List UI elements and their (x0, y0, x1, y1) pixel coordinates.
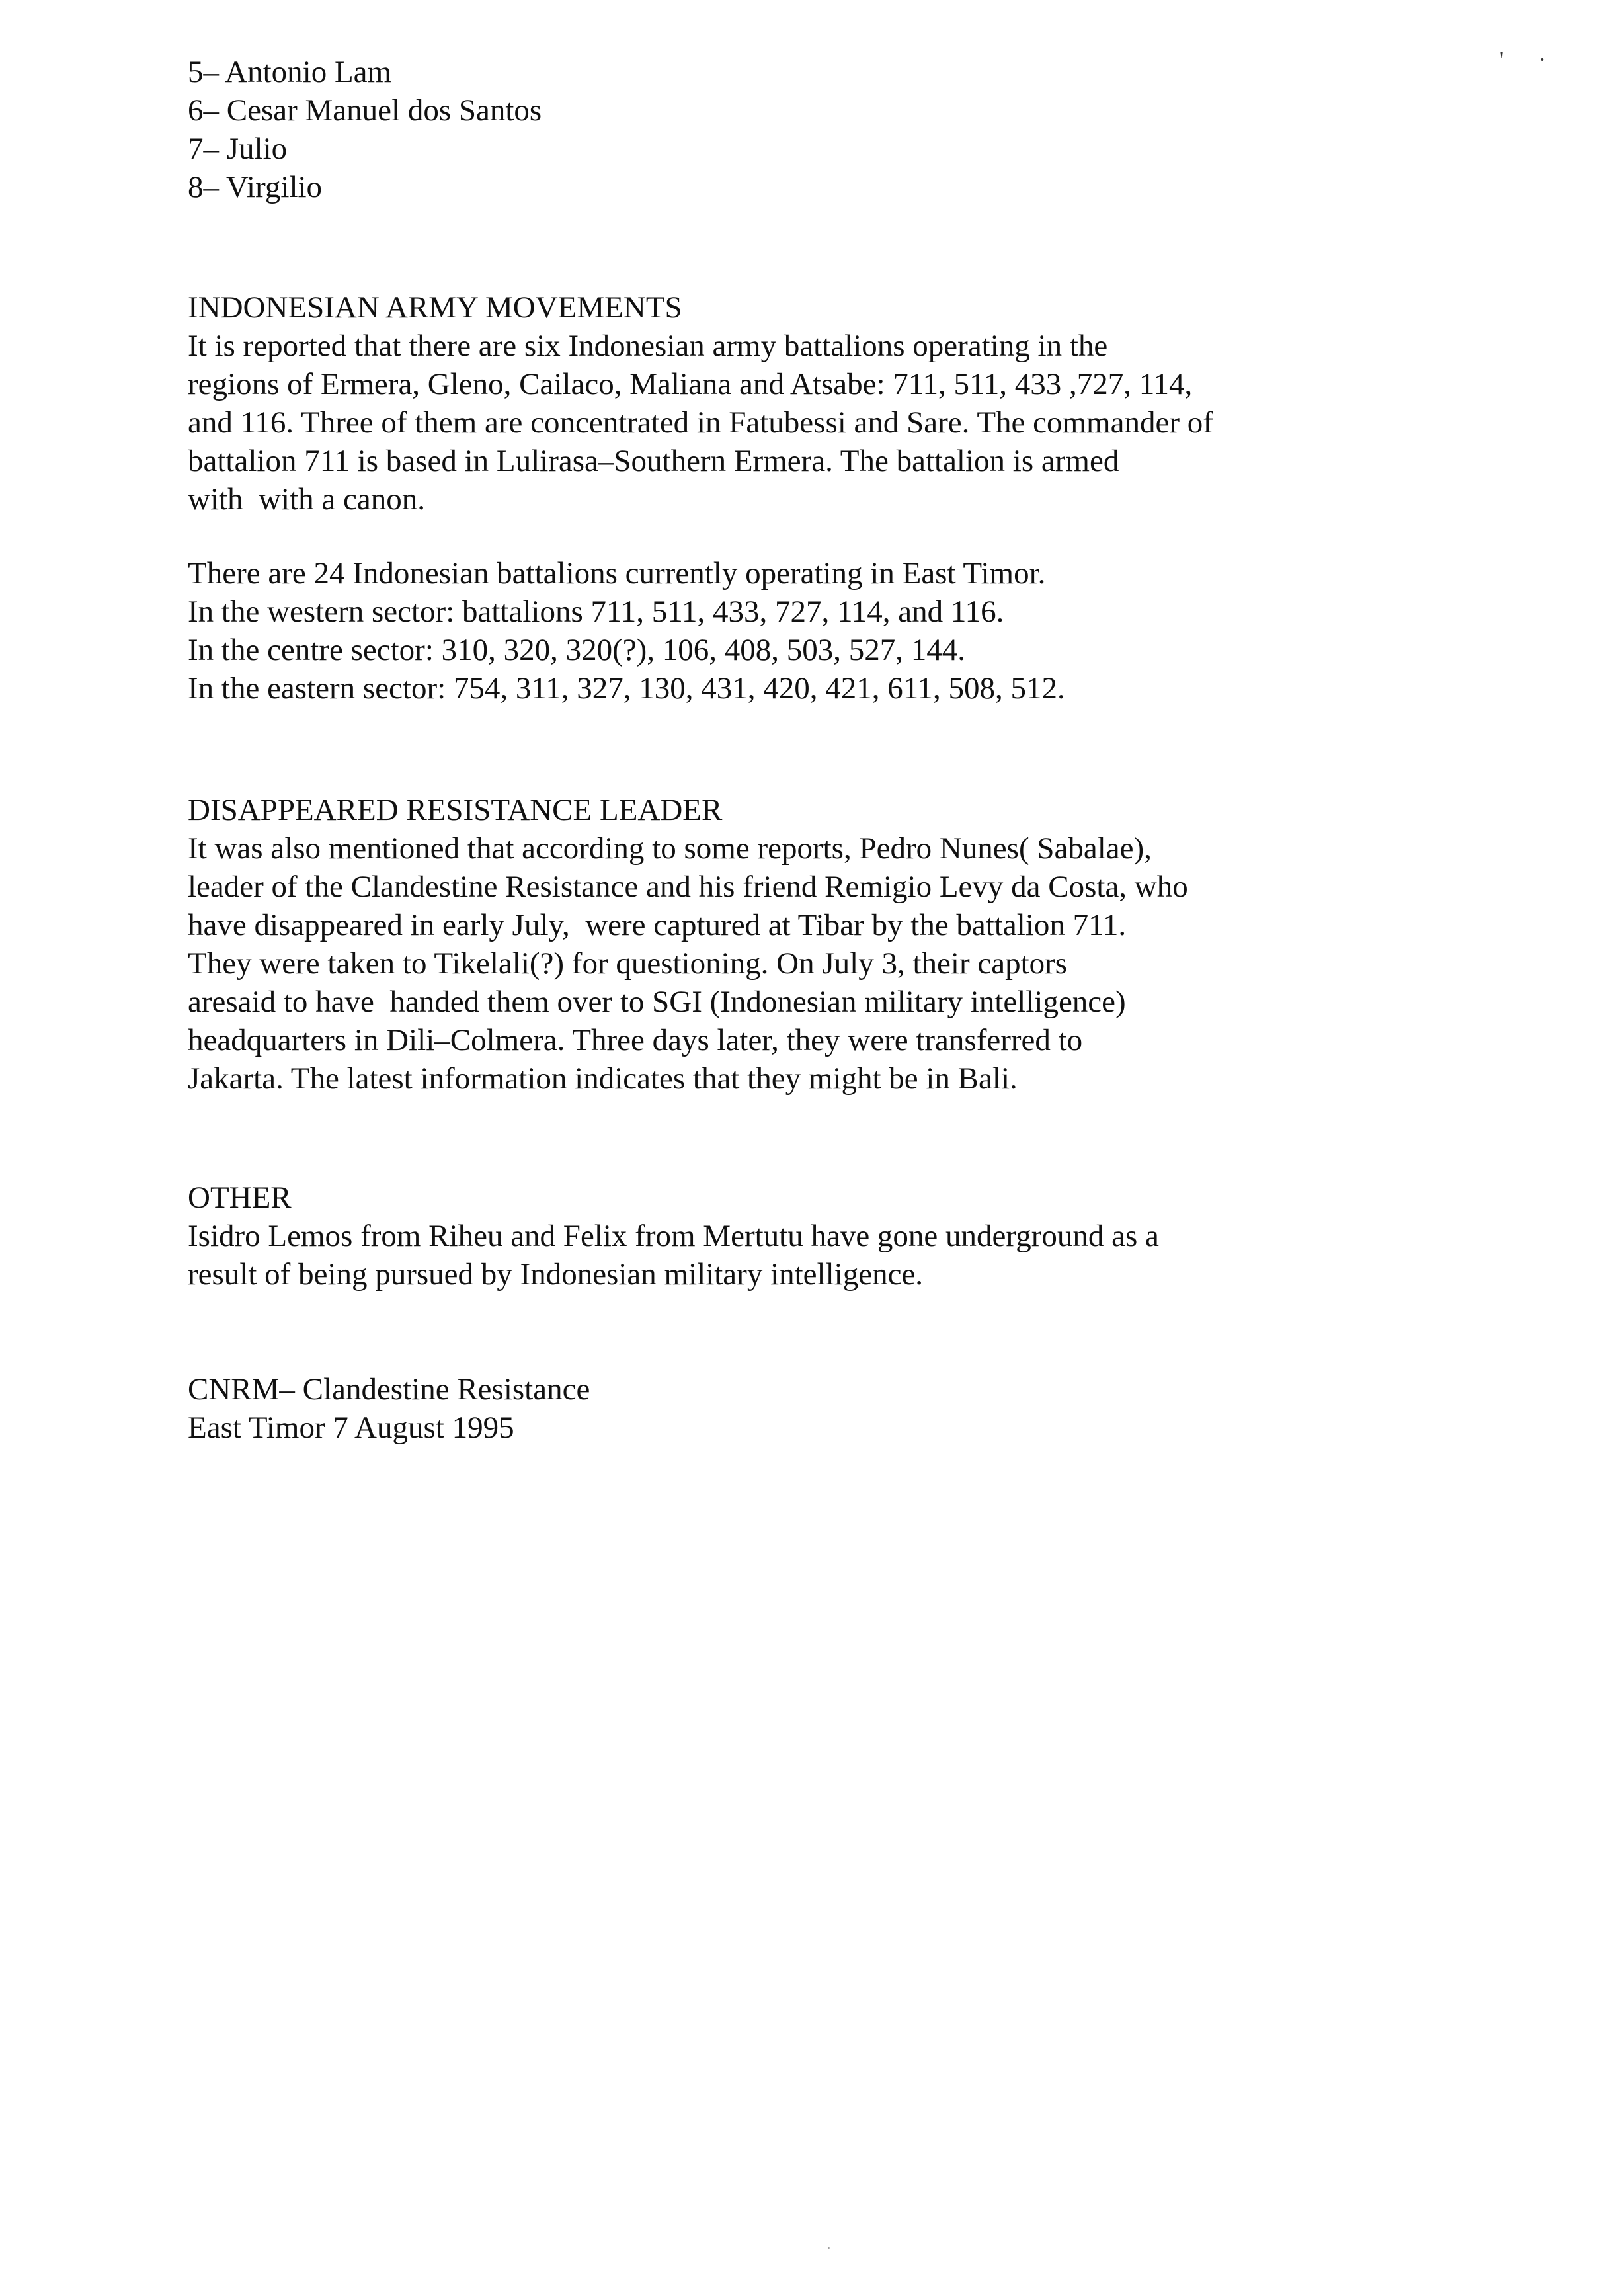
paragraph-line: headquarters in Dili–Colmera. Three days later, they were transferred to (188, 1023, 1083, 1057)
paragraph-line: There are 24 Indonesian battalions currently operating in East Timor. (188, 556, 1046, 591)
names-list (188, 53, 1444, 206)
paragraph-line: and 116. Three of them are concentrated in Fatubessi and Sare. The commander of (188, 405, 1213, 440)
section-heading: DISAPPEARED RESISTANCE LEADER (188, 793, 723, 827)
paragraph-line: regions of Ermera, Gleno, Cailaco, Maliana and Atsabe: 711, 511, 433 ,727, 114, (188, 367, 1193, 401)
paragraph-line: Isidro Lemos from Riheu and Felix from Mertutu have gone underground as a (188, 1219, 1159, 1253)
signature-block (188, 1370, 1444, 1447)
corner-mark: ' · (1500, 48, 1560, 72)
paragraph-line: have disappeared in early July, were captured at Tibar by the battalion 711. (188, 908, 1127, 942)
battalions-paragraph (188, 554, 1444, 708)
disappeared-leader-section (188, 791, 1444, 1098)
paragraph-line: In the centre sector: 310, 320, 320(?), 106, 408, 503, 527, 144. (188, 633, 966, 667)
paragraph-line: It was also mentioned that according to some reports, Pedro Nunes( Sabalae), (188, 831, 1152, 866)
paragraph-line: with with a canon. (188, 482, 425, 516)
signature-line: CNRM– Clandestine Resistance (188, 1372, 590, 1407)
list-item: 7– Julio (188, 132, 288, 166)
paragraph-line: battalion 711 is based in Lulirasa–Southern Ermera. The battalion is armed (188, 444, 1119, 478)
paragraph-line: They were taken to Tikelali(?) for questioning. On July 3, their captors (188, 946, 1068, 981)
section-heading: INDONESIAN ARMY MOVEMENTS (188, 290, 682, 325)
other-section (188, 1178, 1444, 1293)
paragraph-line: Jakarta. The latest information indicates that they might be in Bali. (188, 1061, 1018, 1096)
paragraph-line: aresaid to have handed them over to SGI (Indonesian military intelligence) (188, 985, 1126, 1019)
army-movements-section (188, 288, 1444, 518)
paragraph-line: leader of the Clandestine Resistance and his friend Remigio Levy da Costa, who (188, 870, 1188, 904)
paragraph-line: In the eastern sector: 754, 311, 327, 130, 431, 420, 421, 611, 508, 512. (188, 671, 1065, 706)
section-heading: OTHER (188, 1180, 292, 1215)
paragraph-line: result of being pursued by Indonesian military intelligence. (188, 1257, 924, 1292)
list-item: 8– Virgilio (188, 170, 323, 204)
scan-speck (828, 2247, 830, 2249)
paragraph-line: It is reported that there are six Indonesian army battalions operating in the (188, 329, 1108, 363)
list-item: 5– Antonio Lam (188, 55, 392, 89)
paragraph-line: In the western sector: battalions 711, 511, 433, 727, 114, and 116. (188, 594, 1004, 629)
document-body (188, 53, 1444, 1445)
signature-line: East Timor 7 August 1995 (188, 1411, 514, 1445)
list-item: 6– Cesar Manuel dos Santos (188, 93, 542, 128)
